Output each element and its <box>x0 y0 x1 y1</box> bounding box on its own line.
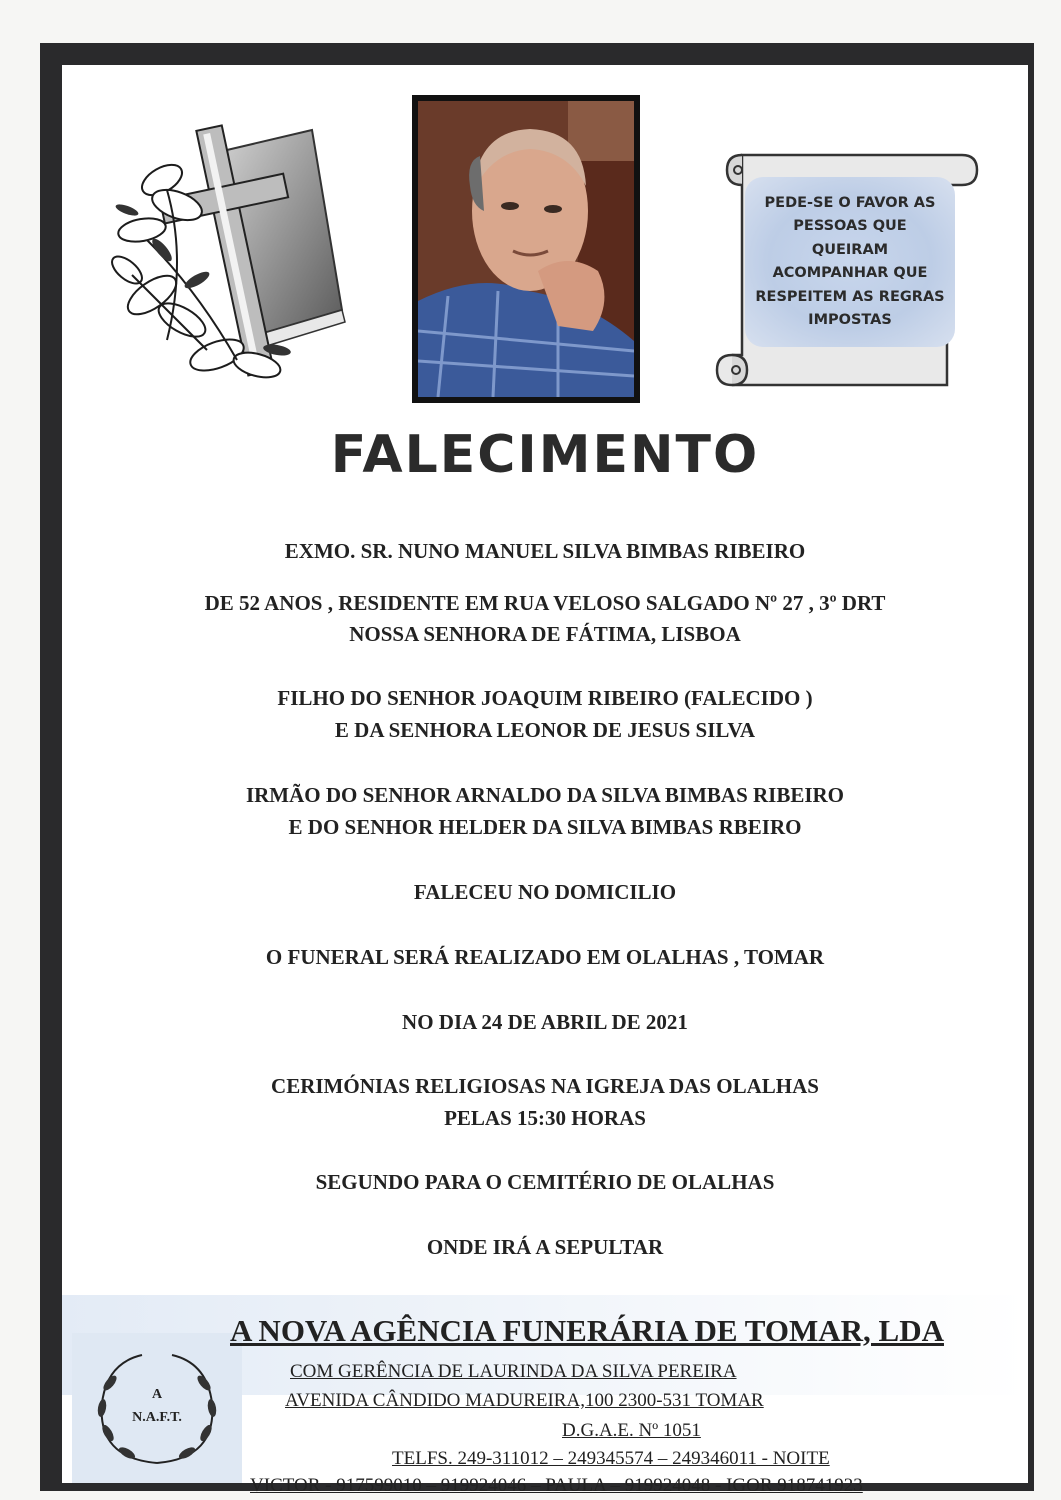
agency-manager: COM GERÊNCIA DE LAURINDA DA SILVA PEREIRA <box>290 1361 737 1382</box>
deceased-photo <box>412 95 640 403</box>
age-residence: DE 52 ANOS , RESIDENTE EM RUA VELOSO SALGADO Nº 27 , 3º DRT <box>204 591 886 615</box>
notice-frame <box>40 43 1034 1496</box>
agency-contacts: VICTOR - 917599010 – 919924046 – PAULA – 919924048 - IGOR 918741923 <box>250 1475 863 1496</box>
logo-letter: A <box>151 1387 163 1402</box>
agency-logo <box>72 1333 242 1483</box>
scroll-message: PEDE-SE O FAVOR AS PESSOAS QUE QUEIRAM ACOMPANHAR QUE RESPEITEM AS REGRAS IMPOSTAS <box>745 177 955 347</box>
cemetery-line: SEGUNDO PARA O CEMITÉRIO DE OLALHAS <box>315 1170 775 1194</box>
ceremony-time: PELAS 15:30 HORAS <box>444 1106 646 1130</box>
logo-text: N.A.F.T. <box>132 1410 182 1425</box>
brother-line-1: IRMÃO DO SENHOR ARNALDO DA SILVA BIMBAS RIBEIRO <box>245 783 845 807</box>
notice-title: FALECIMENTO <box>330 425 760 485</box>
brother-line-2: E DO SENHOR HELDER DA SILVA BIMBAS RBEIRO <box>288 815 802 839</box>
deceased-name: EXMO. SR. NUNO MANUEL SILVA BIMBAS RIBEIRO <box>284 539 806 563</box>
notice-paper <box>62 65 1028 1496</box>
mother-line: E DA SENHORA LEONOR DE JESUS SILVA <box>334 718 756 742</box>
ceremony-line: CERIMÓNIAS RELIGIOSAS NA IGREJA DAS OLALHAS <box>271 1074 819 1098</box>
residence-parish: NOSSA SENHORA DE FÁTIMA, LISBOA <box>349 622 741 646</box>
agency-name: A NOVA AGÊNCIA FUNERÁRIA DE TOMAR, LDA <box>230 1313 944 1348</box>
father-line: FILHO DO SENHOR JOAQUIM RIBEIRO (FALECIDO ) <box>277 686 813 710</box>
burial-line: ONDE IRÁ A SEPULTAR <box>426 1235 664 1259</box>
death-place: FALECEU NO DOMICILIO <box>413 880 677 904</box>
agency-phones: TELFS. 249-311012 – 249345574 – 249346011 - NOITE <box>392 1448 830 1469</box>
agency-address: AVENIDA CÂNDIDO MADUREIRA,100 2300-531 TOMAR <box>285 1390 764 1411</box>
agency-dgae: D.G.A.E. Nº 1051 <box>562 1420 701 1441</box>
funeral-date: NO DIA 24 DE ABRIL DE 2021 <box>402 1010 688 1034</box>
cross-lilies-illustration <box>107 110 357 400</box>
funeral-location: O FUNERAL SERÁ REALIZADO EM OLALHAS , TOMAR <box>265 945 825 969</box>
